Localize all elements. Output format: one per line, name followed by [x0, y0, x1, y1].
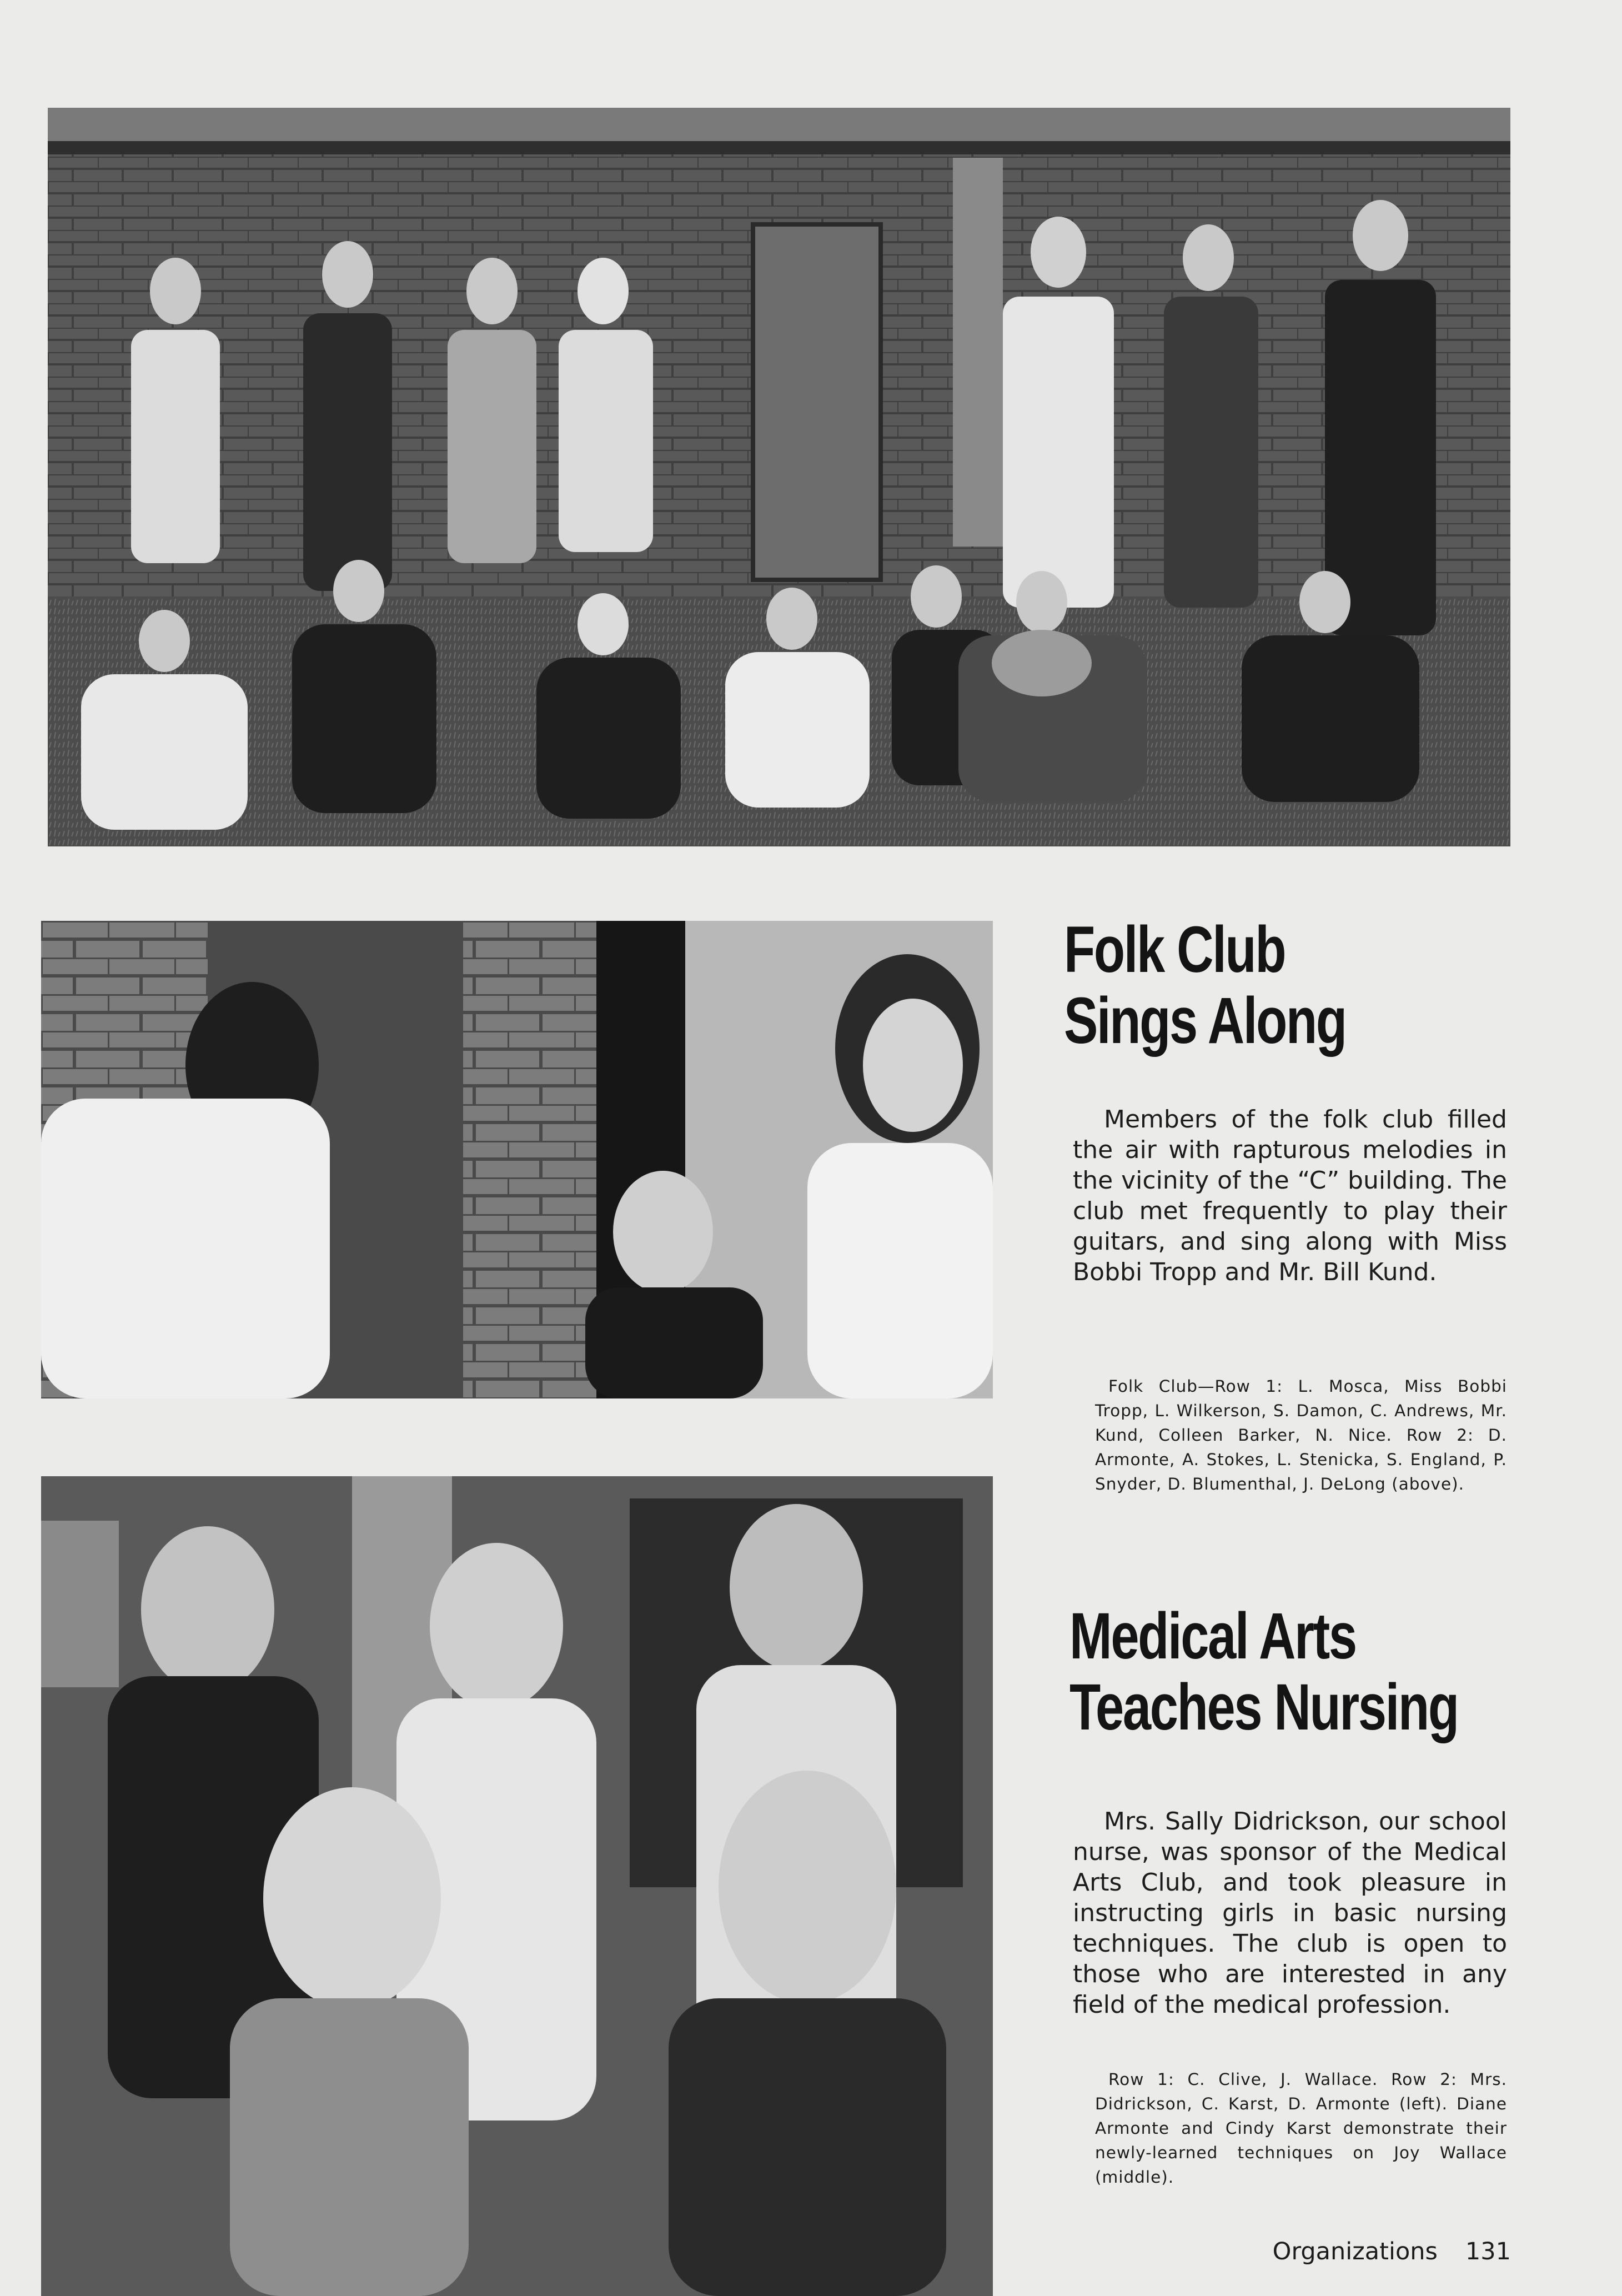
section-label: Organizations — [1272, 2238, 1438, 2265]
folk-club-caption: Folk Club—Row 1: L. Mosca, Miss Bobbi Tropp, L. Wilkerson, S. Damon, C. Andrews, Mr. Kund, Colleen Barker, N. Nice. Row 2: D. Armonte, A. Stokes, L. Stenicka, S. England, P. Snyder, D. Blumenthal, J. DeLong (above). — [1095, 1377, 1507, 1493]
folk-club-members-photo — [41, 921, 993, 1398]
medical-arts-headline-line1: Medical Arts — [1069, 1600, 1356, 1673]
medical-arts-headline — [1069, 1601, 1458, 1743]
medical-arts-caption: Row 1: C. Clive, J. Wallace. Row 2: Mrs. Didrickson, C. Karst, D. Armonte (left). Diane Armonte and Cindy Karst demonstrate their newly-learned techniques on Joy Wallace (middle). — [1095, 2070, 1507, 2187]
folk-club-headline-line2: Sings Along — [1064, 984, 1346, 1057]
folk-club-body: Members of the folk club filled the air with rapturous melodies in the vicinity of the “C” building. The club met frequently to play their guitars, and sing along with Miss Bobbi Tropp and Mr. Bill Kund. — [1073, 1105, 1507, 1286]
folk-club-headline-line1: Folk Club — [1064, 913, 1285, 986]
page-number: 131 — [1465, 2238, 1511, 2265]
page-footer — [1273, 2235, 1511, 2268]
medical-arts-body: Mrs. Sally Didrickson, our school nurse, was sponsor of the Medical Arts Club, and took pleasure in instructing girls in basic nursing techniques. The club is open to those who are interested in any field of the medical profession. — [1073, 1807, 1507, 2019]
medical-arts-members-photo — [41, 1476, 993, 2296]
folk-club-group-photo — [48, 108, 1510, 846]
medical-arts-headline-line2: Teaches Nursing — [1069, 1671, 1458, 1744]
folk-club-headline — [1064, 914, 1346, 1056]
